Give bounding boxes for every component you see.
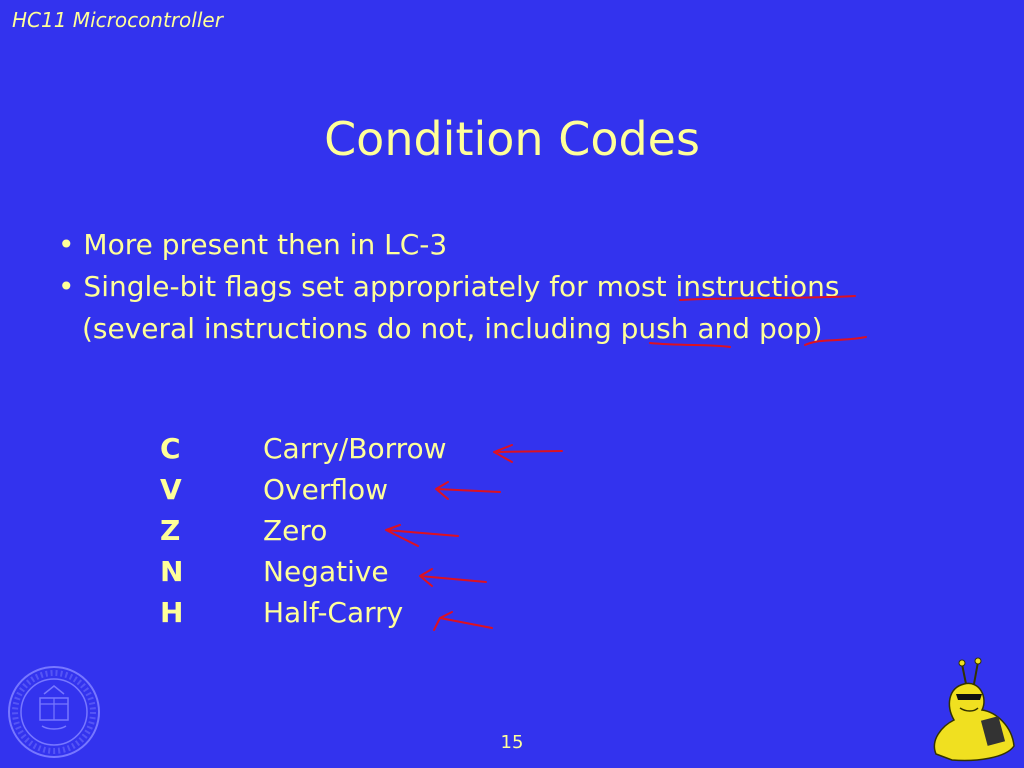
arrow-carry <box>494 445 562 462</box>
flag-row <box>160 428 447 469</box>
flag-label: Zero <box>263 514 328 547</box>
bullet-item-1: • More present then in LC-3 <box>58 228 448 261</box>
flag-code: V <box>160 473 182 506</box>
flag-label: Overflow <box>263 473 389 506</box>
flag-code: N <box>160 555 184 588</box>
flag-list <box>160 428 447 633</box>
flag-code: Z <box>160 514 181 547</box>
slide-header: HC11 Microcontroller <box>12 8 223 32</box>
bullet-item-2-continuation: (several instructions do not, including push and pop) <box>82 312 823 345</box>
flag-row <box>160 469 447 510</box>
flag-label: Carry/Borrow <box>263 432 447 465</box>
flag-row <box>160 592 447 633</box>
flag-label: Negative <box>263 555 389 588</box>
flag-label: Half-Carry <box>263 596 404 629</box>
page-number: 15 <box>500 732 524 753</box>
flag-row <box>160 551 447 592</box>
flag-code: H <box>160 596 184 629</box>
bullet-list <box>58 224 839 350</box>
flag-code: C <box>160 432 181 465</box>
slide-title: Condition Codes <box>324 112 700 166</box>
bullet-item-2: • Single-bit flags set appropriately for most instructions <box>58 270 840 303</box>
flag-row <box>160 510 447 551</box>
